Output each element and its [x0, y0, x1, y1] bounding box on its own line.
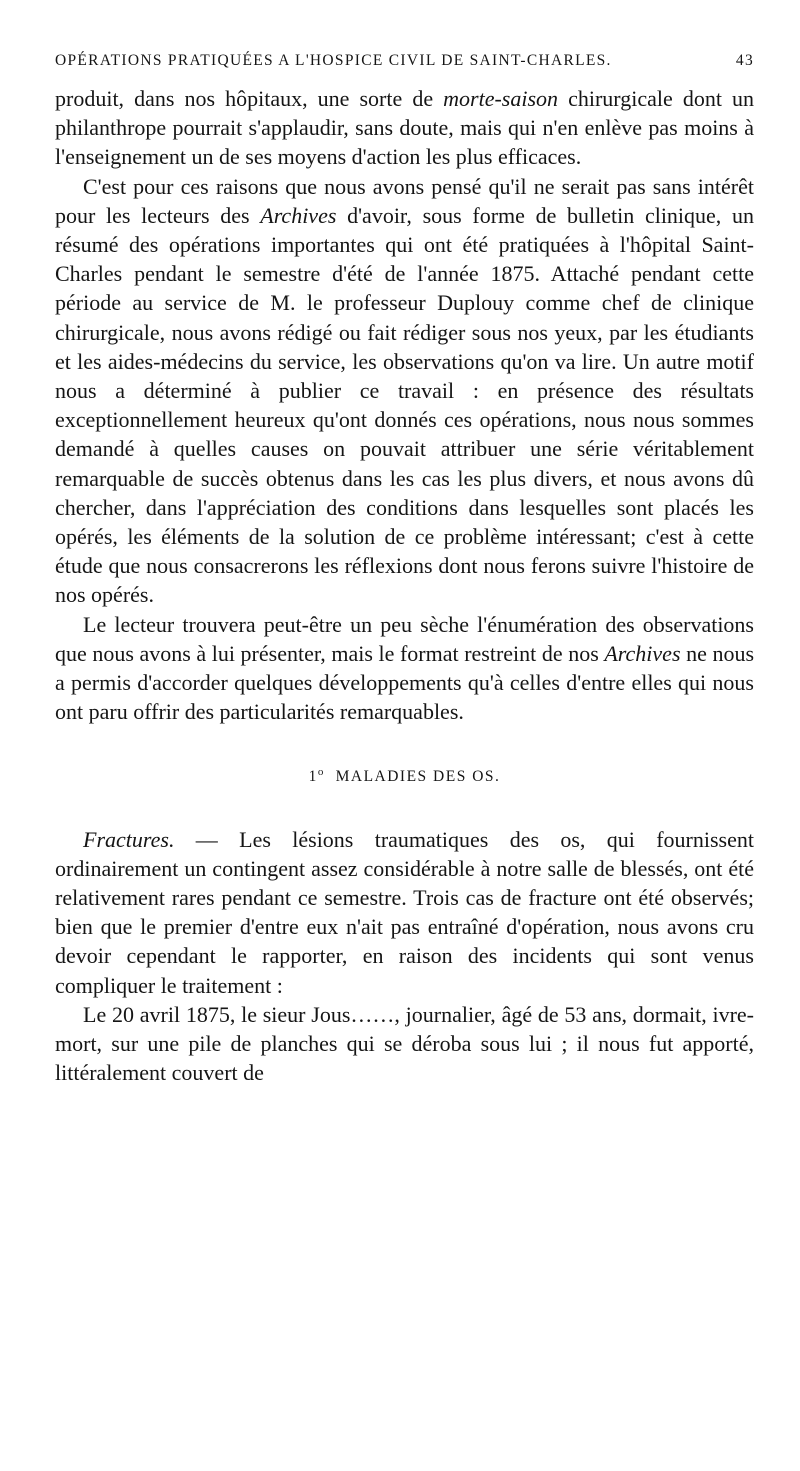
- italic-term: Fractures.: [83, 826, 175, 852]
- italic-term: Archives: [604, 640, 681, 666]
- text-run: chirurgicale dont un philanthrope pourrait s'applaudir, sans doute, mais qui n'en enlève pas moins à l'enseignement un de ses moyens d'action les plus efficaces.: [55, 86, 754, 170]
- paragraph: [55, 610, 754, 727]
- page-number: 43: [735, 52, 754, 69]
- italic-term: Archives: [260, 202, 337, 228]
- paragraph: [55, 84, 754, 172]
- body-text-top: [55, 84, 754, 726]
- text-run: produit, dans nos hôpitaux, une sorte de: [55, 86, 444, 111]
- running-title: OPÉRATIONS PRATIQUÉES A L'HOSPICE CIVIL DE SAINT-CHARLES.: [55, 52, 612, 69]
- body-text-bottom: [55, 825, 754, 1088]
- paragraph: [55, 172, 754, 610]
- paragraph: [55, 825, 754, 1000]
- section-number: 1: [308, 768, 318, 786]
- text-run: ne nous a permis d'accorder quelques développements qu'à celles d'entre elles qui nous ont paru offrir des particularités remarquables.: [55, 640, 755, 725]
- section-number-sup: o: [317, 766, 325, 779]
- text-run: Le 20 avril 1875, le sieur Jous……, journalier, âgé de 53 ans, dormait, ivre-mort, sur une pile de planches qui se déroba sous lui ; il nous fut apporté, littéralement couvert de: [55, 1001, 754, 1086]
- section-heading: [55, 766, 754, 786]
- italic-term: morte-saison: [443, 86, 559, 111]
- text-run: d'avoir, sous forme de bulletin clinique, un résumé des opérations importantes qui ont été pratiquées à l'hôpital Saint-Charles pendant le semestre d'été de l'année 1875. Attaché pendant cette période au service de M. le professeur Duplouy comme chef de clinique chirurgicale, nous avons rédigé ou fait rédiger sous nos yeux, par les étudiants et les aides-médecins du service, les observations qu'on va lire. Un autre motif nous a déterminé à publier ce travail : en présence des résultats exceptionnellement heureux qu'ont donnés ces opérations, nous nous sommes demandé à quelles causes on pouvait attribuer une série véritablement remarquable de succès obtenus dans les cas les plus divers, et nous avons dû chercher, dans l'appréciation des conditions dans lesquelles sont placés les opérés, les éléments de la solution de ce problème intéressant; c'est à cette étude que nous consacrerons les réflexions dont nous ferons suivre l'histoire de nos opérés.: [55, 202, 754, 608]
- text-run: Le lecteur trouvera peut-être un peu sèche l'énumération des observations que nous avons à lui présenter, mais le format restreint de nos: [55, 611, 754, 666]
- page-header: [55, 52, 754, 70]
- text-run: C'est pour ces raisons que nous avons pensé qu'il ne serait pas sans intérêt pour les lecteurs des: [55, 173, 754, 228]
- section-title: MALADIES DES OS.: [335, 768, 501, 786]
- paragraph: [55, 1000, 754, 1088]
- text-run: — Les lésions traumatiques des os, qui fournissent ordinairement un contingent assez considérable à notre salle de blessés, ont été relativement rares pendant ce semestre. Trois cas de fracture ont été observés; bien que le premier d'entre eux n'ait pas entraîné d'opération, nous avons cru devoir cependant le rapporter, en raison des incidents qui sont venus compliquer le traitement :: [55, 826, 754, 998]
